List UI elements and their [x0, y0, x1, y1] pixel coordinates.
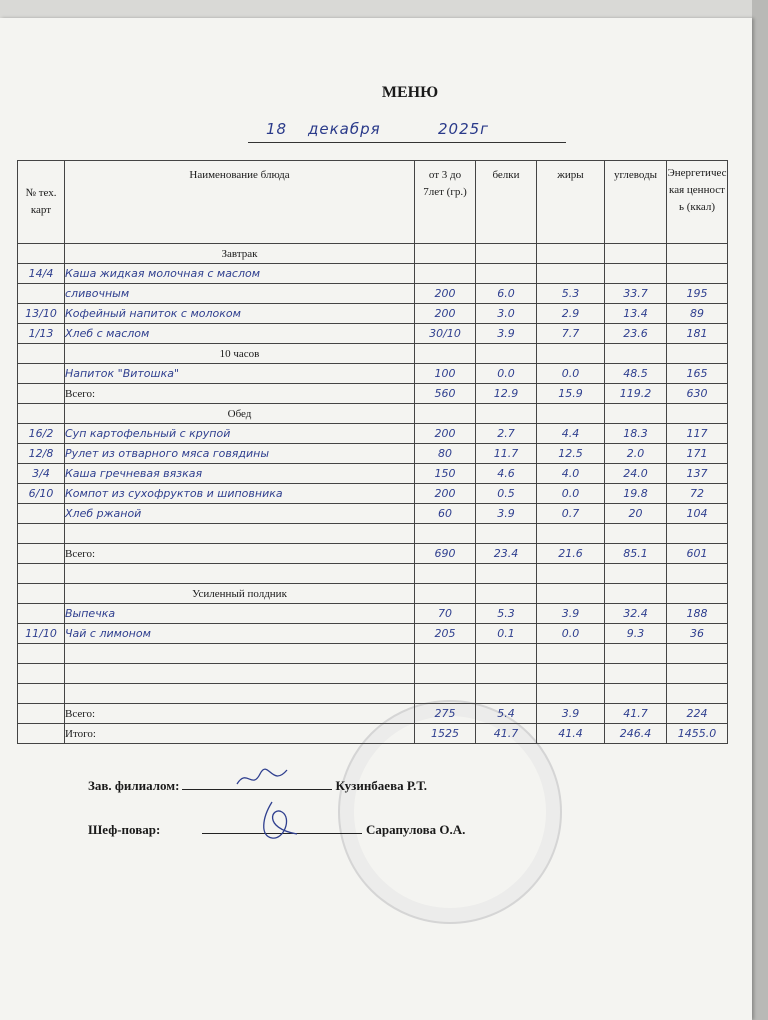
- empty-cell: [605, 684, 667, 704]
- menu-body: [18, 244, 728, 744]
- dish-name: Хлеб ржаной: [65, 504, 415, 524]
- empty-cell: [65, 564, 415, 584]
- empty-cell: [65, 664, 415, 684]
- empty-cell: [667, 404, 728, 424]
- empty-cell: [415, 584, 476, 604]
- table-row: [18, 504, 728, 524]
- signature-head: [88, 776, 427, 794]
- dish-name: сливочным: [65, 284, 415, 304]
- empty-cell: [65, 644, 415, 664]
- empty-cell: [667, 524, 728, 544]
- empty-cell: [537, 344, 605, 364]
- menu-table: [17, 160, 728, 744]
- table-row: [18, 364, 728, 384]
- empty-cell: [537, 524, 605, 544]
- value-portion: 200: [415, 304, 476, 324]
- value-carbs: 13.4: [605, 304, 667, 324]
- value-protein: 11.7: [476, 444, 537, 464]
- empty-cell: [476, 404, 537, 424]
- dish-name: Хлеб с маслом: [65, 324, 415, 344]
- row-num-cell: [18, 244, 65, 264]
- total-portion: 560: [415, 384, 476, 404]
- value-fat: 0.0: [537, 624, 605, 644]
- value-portion: 200: [415, 424, 476, 444]
- value-energy: 104: [667, 504, 728, 524]
- empty-cell: [537, 564, 605, 584]
- value-protein: 0.5: [476, 484, 537, 504]
- empty-cell: [18, 664, 65, 684]
- section-heading: 10 часов: [65, 344, 415, 364]
- table-row: [18, 704, 728, 724]
- total-label: Всего:: [65, 384, 415, 404]
- tech-card-number: [18, 504, 65, 524]
- value-portion: 200: [415, 484, 476, 504]
- total-portion: 690: [415, 544, 476, 564]
- header-fat: [537, 161, 605, 244]
- table-row: [18, 384, 728, 404]
- value-carbs: 24.0: [605, 464, 667, 484]
- value-protein: 4.6: [476, 464, 537, 484]
- value-carbs: 48.5: [605, 364, 667, 384]
- tech-card-number: [18, 604, 65, 624]
- total-label: Всего:: [65, 544, 415, 564]
- table-row: [18, 724, 728, 744]
- table-row: [18, 284, 728, 304]
- date-day: 18: [266, 120, 288, 138]
- header-carbs: [605, 161, 667, 244]
- value-protein: 0.1: [476, 624, 537, 644]
- empty-cell: [667, 644, 728, 664]
- dish-name: Выпечка: [65, 604, 415, 624]
- signature-role: Шеф-повар:: [88, 822, 161, 837]
- value-energy: 188: [667, 604, 728, 624]
- dish-name: Кофейный напиток с молоком: [65, 304, 415, 324]
- handwritten-signature-icon: [232, 766, 292, 792]
- value-portion: 70: [415, 604, 476, 624]
- empty-cell: [537, 664, 605, 684]
- signature-role: Зав. филиалом:: [88, 778, 180, 793]
- empty-cell: [605, 244, 667, 264]
- total-label: Всего:: [65, 704, 415, 724]
- total-portion: 275: [415, 704, 476, 724]
- tech-card-number: 14/4: [18, 264, 65, 284]
- tech-card-number: 1/13: [18, 324, 65, 344]
- empty-cell: [415, 564, 476, 584]
- table-row: [18, 524, 728, 544]
- total-energy: 224: [667, 704, 728, 724]
- value-carbs: 23.6: [605, 324, 667, 344]
- header-name-text: Наименование блюда: [189, 169, 290, 181]
- empty-cell: [605, 404, 667, 424]
- empty-cell: [667, 344, 728, 364]
- empty-cell: [415, 644, 476, 664]
- empty-cell: [537, 644, 605, 664]
- value-protein: [476, 264, 537, 284]
- empty-cell: [18, 564, 65, 584]
- value-energy: 165: [667, 364, 728, 384]
- total-portion: 1525: [415, 724, 476, 744]
- value-protein: 3.0: [476, 304, 537, 324]
- table-row: [18, 444, 728, 464]
- empty-cell: [476, 664, 537, 684]
- total-fat: 21.6: [537, 544, 605, 564]
- header-protein-text: белки: [492, 169, 520, 181]
- table-row: [18, 684, 728, 704]
- value-fat: 3.9: [537, 604, 605, 624]
- empty-cell: [476, 344, 537, 364]
- empty-cell: [65, 684, 415, 704]
- row-num-cell: [18, 544, 65, 564]
- value-energy: 195: [667, 284, 728, 304]
- empty-cell: [476, 644, 537, 664]
- row-num-cell: [18, 404, 65, 424]
- value-energy: 72: [667, 484, 728, 504]
- tech-card-number: 11/10: [18, 624, 65, 644]
- value-carbs: 18.3: [605, 424, 667, 444]
- table-row: [18, 564, 728, 584]
- signature-line: [182, 776, 332, 790]
- value-fat: 2.9: [537, 304, 605, 324]
- value-protein: 2.7: [476, 424, 537, 444]
- tech-card-number: [18, 284, 65, 304]
- empty-cell: [667, 564, 728, 584]
- value-portion: 30/10: [415, 324, 476, 344]
- table-row: [18, 424, 728, 444]
- total-fat: 15.9: [537, 384, 605, 404]
- total-protein: 5.4: [476, 704, 537, 724]
- value-portion: 200: [415, 284, 476, 304]
- empty-cell: [415, 664, 476, 684]
- empty-cell: [415, 244, 476, 264]
- header-portion: [415, 161, 476, 244]
- total-carbs: 246.4: [605, 724, 667, 744]
- value-protein: 6.0: [476, 284, 537, 304]
- total-energy: 601: [667, 544, 728, 564]
- empty-cell: [18, 524, 65, 544]
- empty-cell: [415, 524, 476, 544]
- value-protein: 0.0: [476, 364, 537, 384]
- table-row: [18, 304, 728, 324]
- header-fat-text: жиры: [557, 169, 584, 181]
- value-energy: 89: [667, 304, 728, 324]
- value-carbs: 20: [605, 504, 667, 524]
- tech-card-number: 13/10: [18, 304, 65, 324]
- value-energy: 137: [667, 464, 728, 484]
- dish-name: Напиток "Витошка": [65, 364, 415, 384]
- empty-cell: [415, 344, 476, 364]
- empty-cell: [605, 584, 667, 604]
- signature-person: Сарапулова О.А.: [366, 822, 466, 837]
- value-portion: 100: [415, 364, 476, 384]
- section-heading: Усиленный полдник: [65, 584, 415, 604]
- empty-cell: [476, 524, 537, 544]
- total-label: Итого:: [65, 724, 415, 744]
- table-row: [18, 244, 728, 264]
- handwritten-signature-icon: [252, 798, 312, 844]
- empty-cell: [65, 524, 415, 544]
- header-carbs-text: углеводы: [613, 169, 658, 181]
- value-energy: 171: [667, 444, 728, 464]
- value-portion: [415, 264, 476, 284]
- row-num-cell: [18, 344, 65, 364]
- value-carbs: [605, 264, 667, 284]
- tech-card-number: 6/10: [18, 484, 65, 504]
- value-energy: 117: [667, 424, 728, 444]
- dish-name: Каша жидкая молочная с маслом: [65, 264, 415, 284]
- total-carbs: 119.2: [605, 384, 667, 404]
- table-row: [18, 584, 728, 604]
- value-energy: [667, 264, 728, 284]
- total-energy: 1455.0: [667, 724, 728, 744]
- row-num-cell: [18, 704, 65, 724]
- value-protein: 3.9: [476, 504, 537, 524]
- empty-cell: [476, 584, 537, 604]
- header-name: [65, 161, 415, 244]
- value-portion: 150: [415, 464, 476, 484]
- value-portion: 80: [415, 444, 476, 464]
- table-row: [18, 464, 728, 484]
- signature-line: [202, 820, 362, 834]
- value-fat: 0.0: [537, 484, 605, 504]
- value-fat: 5.3: [537, 284, 605, 304]
- value-energy: 181: [667, 324, 728, 344]
- total-energy: 630: [667, 384, 728, 404]
- value-fat: [537, 264, 605, 284]
- dish-name: Каша гречневая вязкая: [65, 464, 415, 484]
- signature-person: Кузинбаева Р.Т.: [335, 778, 428, 793]
- empty-cell: [415, 684, 476, 704]
- empty-cell: [667, 244, 728, 264]
- dish-name: Суп картофельный с крупой: [65, 424, 415, 444]
- value-fat: 12.5: [537, 444, 605, 464]
- value-carbs: 2.0: [605, 444, 667, 464]
- empty-cell: [605, 524, 667, 544]
- total-protein: 23.4: [476, 544, 537, 564]
- header-energy-text: Энергетическая ценность (ккал): [667, 167, 727, 213]
- empty-cell: [415, 404, 476, 424]
- table-row: [18, 344, 728, 364]
- table-row: [18, 604, 728, 624]
- value-fat: 0.0: [537, 364, 605, 384]
- tech-card-number: 3/4: [18, 464, 65, 484]
- empty-cell: [476, 684, 537, 704]
- header-num-text: № тех. карт: [25, 187, 57, 216]
- tech-card-number: 16/2: [18, 424, 65, 444]
- total-carbs: 41.7: [605, 704, 667, 724]
- scan-edge: [752, 0, 768, 1020]
- row-num-cell: [18, 384, 65, 404]
- section-heading: Завтрак: [65, 244, 415, 264]
- empty-cell: [605, 664, 667, 684]
- empty-cell: [537, 244, 605, 264]
- empty-cell: [18, 644, 65, 664]
- header-portion-text: от 3 до 7лет (гр.): [423, 169, 467, 198]
- value-protein: 3.9: [476, 324, 537, 344]
- row-num-cell: [18, 584, 65, 604]
- page-title: МЕНЮ: [381, 84, 439, 101]
- value-energy: 36: [667, 624, 728, 644]
- tech-card-number: 12/8: [18, 444, 65, 464]
- value-protein: 5.3: [476, 604, 537, 624]
- value-portion: 60: [415, 504, 476, 524]
- dish-name: Компот из сухофруктов и шиповника: [65, 484, 415, 504]
- empty-cell: [476, 244, 537, 264]
- table-row: [18, 404, 728, 424]
- header-protein: [476, 161, 537, 244]
- value-carbs: 9.3: [605, 624, 667, 644]
- dish-name: Чай с лимоном: [65, 624, 415, 644]
- total-fat: 3.9: [537, 704, 605, 724]
- empty-cell: [537, 584, 605, 604]
- table-row: [18, 624, 728, 644]
- empty-cell: [605, 564, 667, 584]
- header-num: [18, 161, 65, 244]
- value-fat: 4.4: [537, 424, 605, 444]
- value-carbs: 32.4: [605, 604, 667, 624]
- empty-cell: [605, 344, 667, 364]
- table-row: [18, 324, 728, 344]
- empty-cell: [537, 684, 605, 704]
- total-protein: 41.7: [476, 724, 537, 744]
- table-row: [18, 644, 728, 664]
- value-fat: 4.0: [537, 464, 605, 484]
- dish-name: Рулет из отварного мяса говядины: [65, 444, 415, 464]
- value-carbs: 33.7: [605, 284, 667, 304]
- tech-card-number: [18, 364, 65, 384]
- empty-cell: [667, 664, 728, 684]
- value-carbs: 19.8: [605, 484, 667, 504]
- date-month: декабря: [308, 120, 381, 138]
- table-row: [18, 664, 728, 684]
- value-fat: 7.7: [537, 324, 605, 344]
- empty-cell: [667, 584, 728, 604]
- table-row: [18, 264, 728, 284]
- total-fat: 41.4: [537, 724, 605, 744]
- date-year: 2025г: [438, 120, 490, 138]
- table-row: [18, 484, 728, 504]
- date-line: [248, 120, 566, 143]
- empty-cell: [605, 644, 667, 664]
- empty-cell: [667, 684, 728, 704]
- signature-chef: [88, 820, 465, 838]
- header-energy: [667, 161, 728, 244]
- value-fat: 0.7: [537, 504, 605, 524]
- table-row: [18, 544, 728, 564]
- value-portion: 205: [415, 624, 476, 644]
- section-heading: Обед: [65, 404, 415, 424]
- empty-cell: [537, 404, 605, 424]
- empty-cell: [476, 564, 537, 584]
- total-protein: 12.9: [476, 384, 537, 404]
- empty-cell: [18, 684, 65, 704]
- total-carbs: 85.1: [605, 544, 667, 564]
- row-num-cell: [18, 724, 65, 744]
